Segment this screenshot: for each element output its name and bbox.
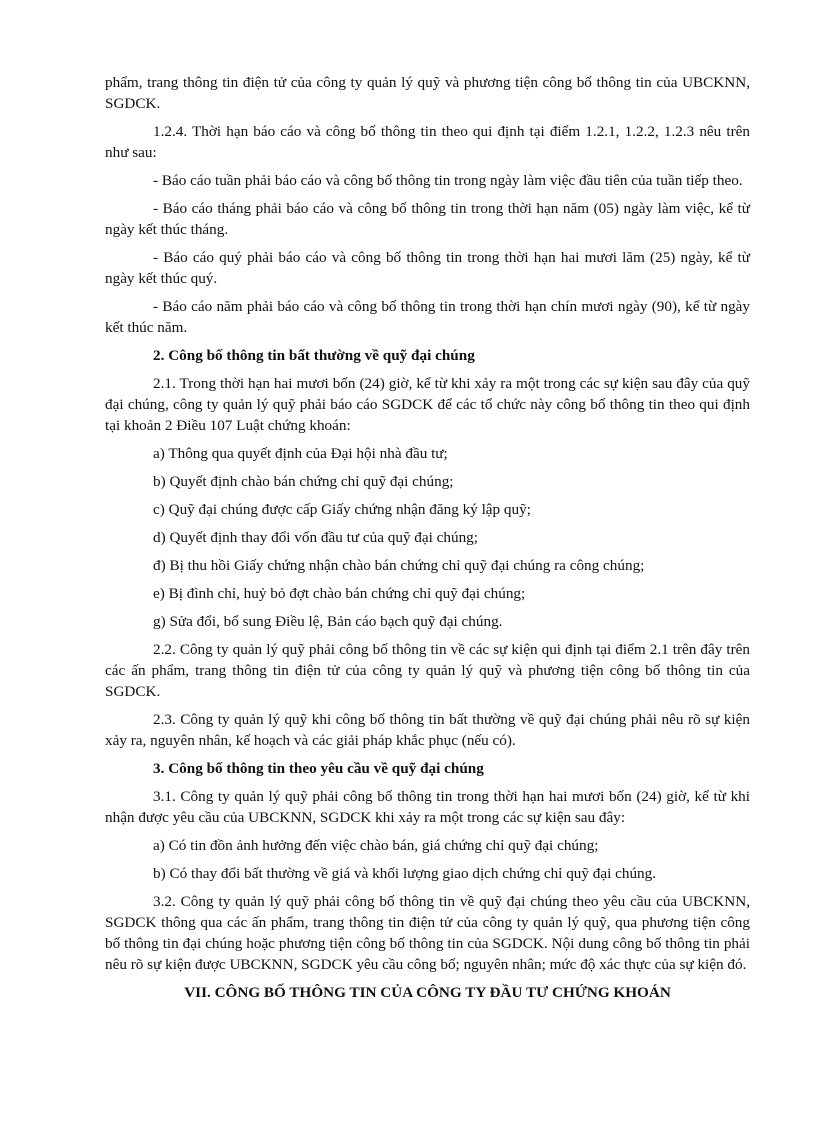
list-item-d: d) Quyết định thay đổi vốn đầu tư của quỹ đại chúng; <box>153 529 478 546</box>
list-item-dd: đ) Bị thu hồi Giấy chứng nhận chào bán chứng chỉ quỹ đại chúng ra công chúng; <box>153 557 645 574</box>
list-item-c: c) Quỹ đại chúng được cấp Giấy chứng nhận đăng ký lập quỹ; <box>153 501 531 518</box>
section-heading-2: 2. Công bố thông tin bất thường về quỹ đại chúng <box>153 347 475 364</box>
paragraph-2-1: 2.1. Trong thời hạn hai mươi bốn (24) giờ, kể từ khi xảy ra một trong các sự kiện sau đây của quỹ đại chúng, công ty quản lý quỹ phải báo cáo SGDCK để các tổ chức này công bố thông tin theo qui định tại khoản 2 Điều 107 Luật chứng khoán: <box>105 375 750 434</box>
list-item-3-a: a) Có tin đồn ảnh hưởng đến việc chào bán, giá chứng chỉ quỹ đại chúng; <box>153 837 599 854</box>
list-item-b: b) Quyết định chào bán chứng chỉ quỹ đại chúng; <box>153 473 454 490</box>
paragraph-quarterly-report: - Báo cáo quý phải báo cáo và công bố thông tin trong thời hạn hai mươi lăm (25) ngày, kể từ ngày kết thúc quý. <box>105 249 750 287</box>
paragraph-2-2: 2.2. Công ty quản lý quỹ phải công bố thông tin về các sự kiện qui định tại điểm 2.1 trên đây trên các ấn phẩm, trang thông tin điện tử của công ty quản lý quỹ và phương tiện công bố thông tin của SGDCK. <box>105 641 750 700</box>
list-item-3-b: b) Có thay đổi bất thường về giá và khối lượng giao dịch chứng chỉ quỹ đại chúng. <box>153 865 657 882</box>
paragraph-weekly-report: - Báo cáo tuần phải báo cáo và công bố thông tin trong ngày làm việc đầu tiên của tuần tiếp theo. <box>153 172 743 189</box>
list-item-e: e) Bị đình chỉ, huỷ bỏ đợt chào bán chứng chỉ quỹ đại chúng; <box>153 585 526 602</box>
paragraph-continuation: phẩm, trang thông tin điện tử của công ty quản lý quỹ và phương tiện công bố thông tin của UBCKNN, SGDCK. <box>105 74 750 112</box>
list-item-a: a) Thông qua quyết định của Đại hội nhà đầu tư; <box>153 445 448 462</box>
paragraph-1-2-4: 1.2.4. Thời hạn báo cáo và công bố thông tin theo qui định tại điểm 1.2.1, 1.2.2, 1.2.3 nêu trên như sau: <box>105 123 750 161</box>
section-heading-3: 3. Công bố thông tin theo yêu cầu về quỹ đại chúng <box>153 760 484 777</box>
document-page <box>105 72 750 1003</box>
paragraph-monthly-report: - Báo cáo tháng phải báo cáo và công bố thông tin trong thời hạn năm (05) ngày làm việc, kể từ ngày kết thúc tháng. <box>105 200 750 238</box>
paragraph-2-3: 2.3. Công ty quản lý quỹ khi công bố thông tin bất thường về quỹ đại chúng phải nêu rõ sự kiện xảy ra, nguyên nhân, kế hoạch và các giải pháp khắc phục (nếu có). <box>105 711 750 749</box>
paragraph-3-2: 3.2. Công ty quản lý quỹ phải công bố thông tin về quỹ đại chúng theo yêu cầu của UBCKNN, SGDCK thông qua các ấn phẩm, trang thông tin điện tử của công ty quản lý quỹ, qua phương tiện công bố thông tin đại chúng hoặc phương tiện công bố thông tin của SGDCK. Nội dung công bố thông tin phải nêu rõ sự kiện được UBCKNN, SGDCK yêu cầu công bố; nguyên nhân; mức độ xác thực của sự kiện đó. <box>105 893 750 973</box>
list-item-g: g) Sửa đổi, bổ sung Điều lệ, Bản cáo bạch quỹ đại chúng. <box>153 613 503 630</box>
paragraph-annual-report: - Báo cáo năm phải báo cáo và công bố thông tin trong thời hạn chín mươi ngày (90), kể từ ngày kết thúc năm. <box>105 298 750 336</box>
paragraph-3-1: 3.1. Công ty quản lý quỹ phải công bố thông tin trong thời hạn hai mươi bốn (24) giờ, kể từ khi nhận được yêu cầu của UBCKNN, SGDCK khi xảy ra một trong các sự kiện sau đây: <box>105 788 750 826</box>
chapter-heading-vii: VII. CÔNG BỐ THÔNG TIN CỦA CÔNG TY ĐẦU TƯ CHỨNG KHOÁN <box>184 984 671 1001</box>
